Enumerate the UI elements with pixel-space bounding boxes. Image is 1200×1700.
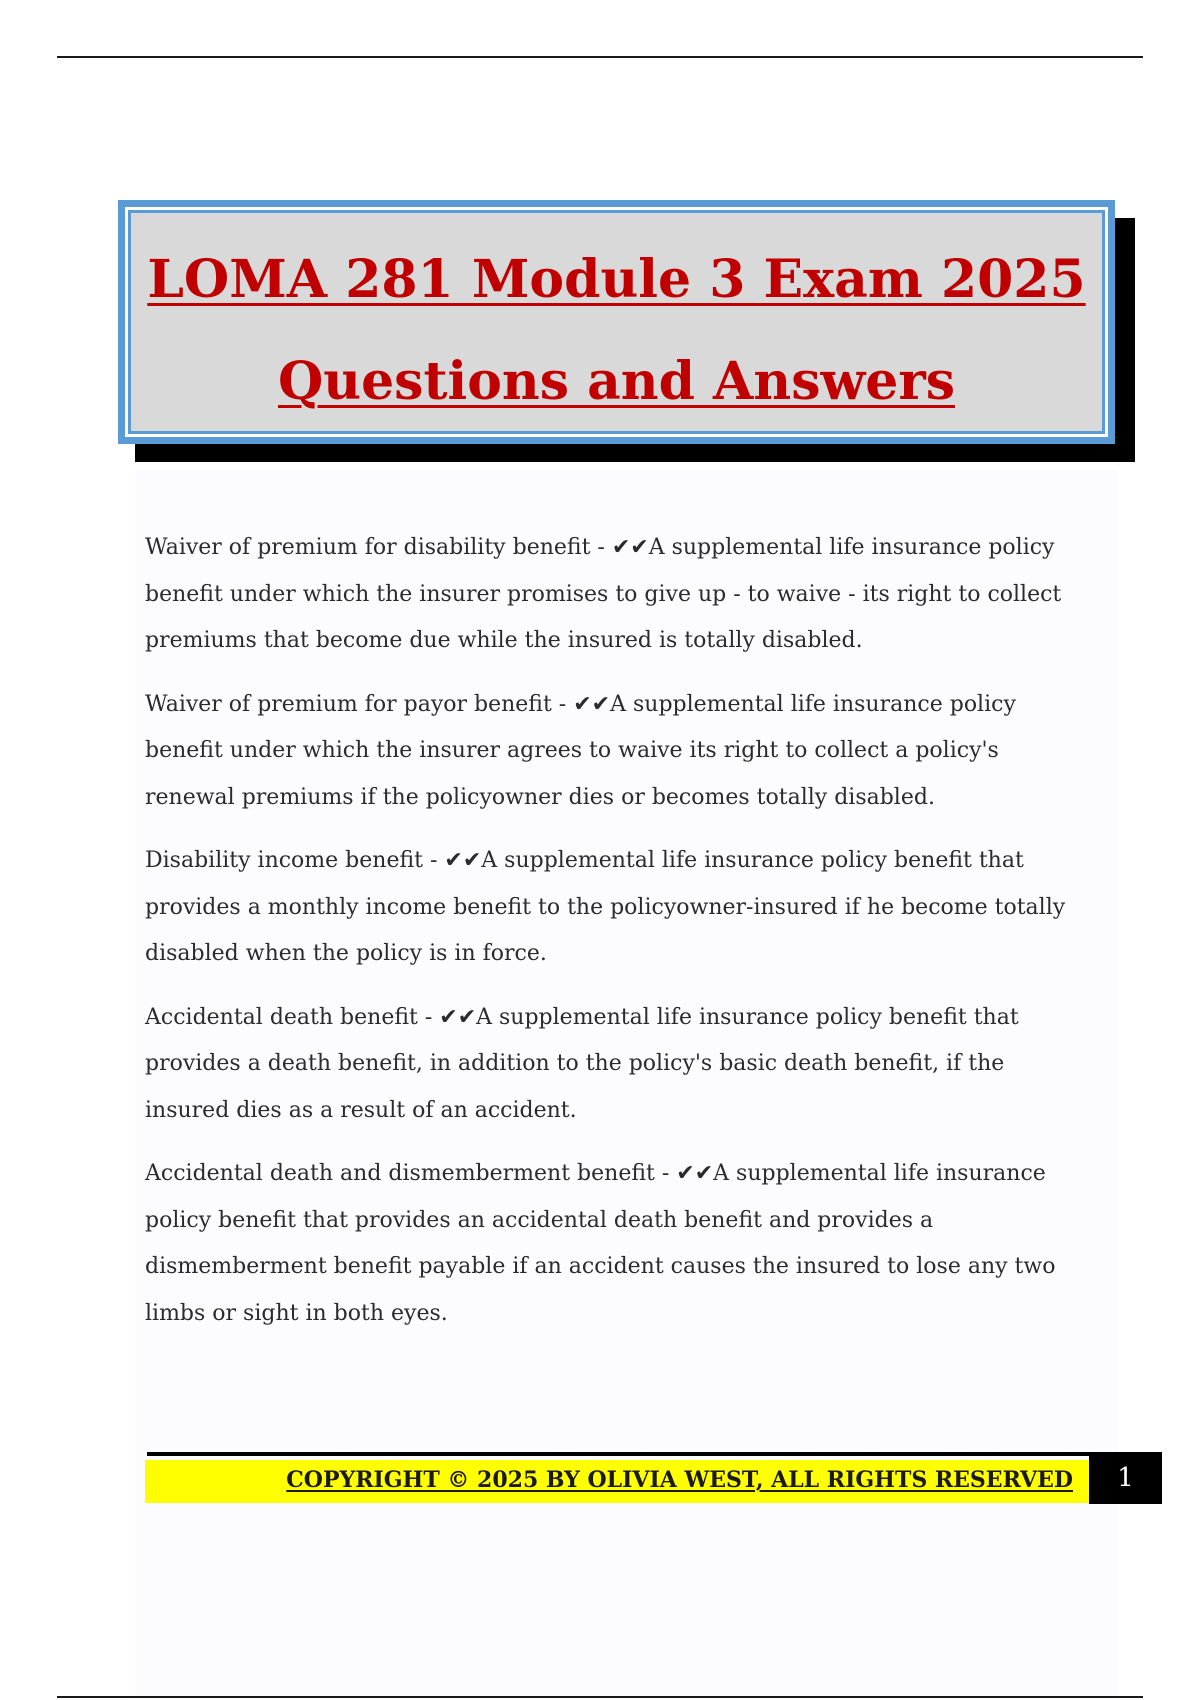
page-number: 1 [1089, 1452, 1162, 1504]
footer-divider [147, 1452, 1089, 1456]
qa-entry-accidental-death-dismemberment: Accidental death and dismemberment benefit - ✔✔A supplemental life insurance policy benefit that provides an accidental death benefit and provides a dismemberment benefit payable if an accident causes the insured to lose any two limbs or sight in both eyes. [145, 1161, 1056, 1326]
document-title-line-1: LOMA 281 Module 3 Exam 2025 [147, 249, 1086, 310]
title-banner [118, 200, 1115, 444]
qa-entry-waiver-payor: Waiver of premium for payor benefit - ✔✔A supplemental life insurance policy benefit under which the insurer agrees to waive its right to collect a policy's renewal premiums if the policyowner dies or becomes totally disabled. [145, 691, 1016, 810]
title-banner-frame [125, 207, 1108, 437]
qa-entry-disability-income: Disability income benefit - ✔✔A supplemental life insurance policy benefit that provides a monthly income benefit to the policyowner-insured if he become totally disabled when the policy is in force. [145, 848, 1066, 966]
copyright-notice: COPYRIGHT © 2025 BY OLIVIA WEST, ALL RIGHTS RESERVED [286, 1467, 1073, 1493]
title-banner-panel [131, 213, 1102, 431]
bottom-divider [57, 1696, 1143, 1698]
qa-entry-accidental-death: Accidental death benefit - ✔✔A supplemental life insurance policy benefit that provides a death benefit, in addition to the policy's basic death benefit, if the insured dies as a result of an accident. [145, 1004, 1019, 1123]
qa-entry-waiver-disability: Waiver of premium for disability benefit - ✔✔A supplemental life insurance policy benefit under which the insurer promises to give up - to waive - its right to collect premiums that become due while the insured is totally disabled. [145, 535, 1062, 653]
qa-list [145, 525, 1095, 1354]
document-title-line-2: Questions and Answers [277, 351, 955, 412]
top-divider [57, 56, 1143, 58]
footer-highlight-band [145, 1460, 1089, 1503]
